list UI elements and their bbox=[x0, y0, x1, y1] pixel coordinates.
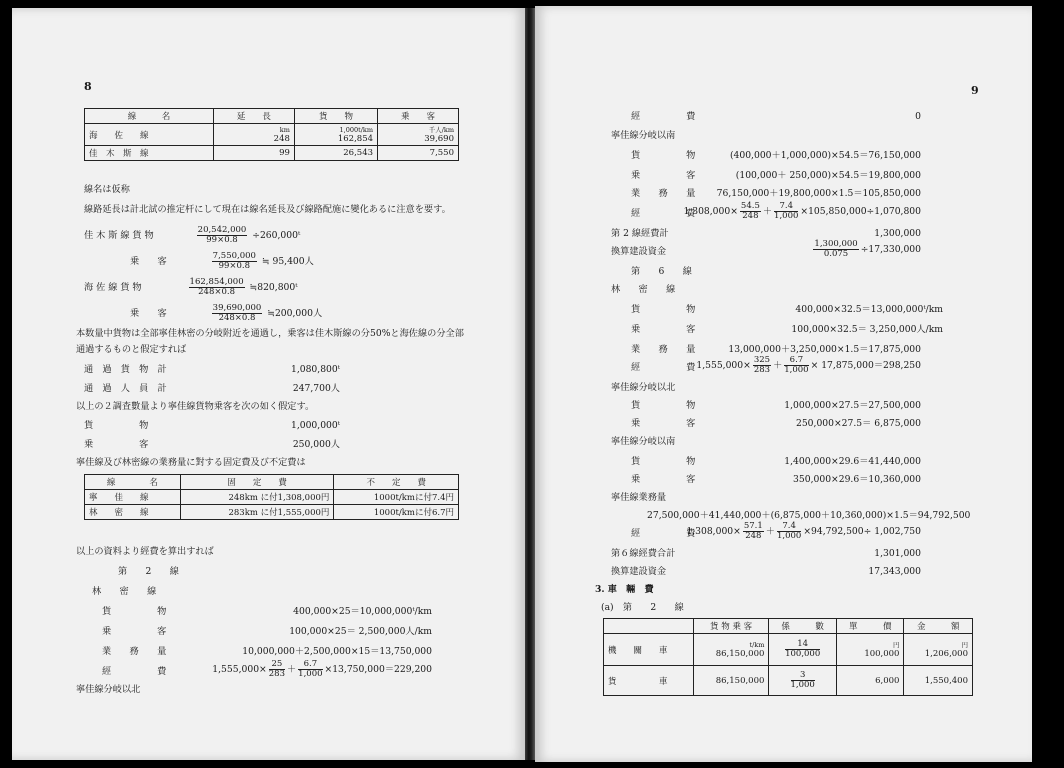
col-coefficient: 係 數 bbox=[769, 619, 837, 634]
fraction bbox=[743, 522, 764, 541]
row-label: 通 過 人 員 計 bbox=[84, 383, 167, 394]
cell: 248km に付1,308,000円 bbox=[180, 490, 334, 505]
right-page bbox=[535, 6, 1032, 762]
fraction bbox=[791, 671, 815, 690]
cell-value: 100,000 bbox=[864, 649, 900, 659]
denominator: 99×0.8 bbox=[206, 235, 238, 245]
section-heading: 第 2 線 bbox=[118, 566, 179, 577]
row-value: (100,000＋ 250,000)×54.5＝19,800,000 bbox=[735, 170, 921, 181]
cell bbox=[693, 634, 769, 666]
row-label: 貨 物 bbox=[631, 304, 696, 315]
numerator: 7.4 bbox=[774, 202, 798, 212]
cell bbox=[294, 124, 377, 146]
calc-row bbox=[611, 548, 921, 560]
page-number: 9 bbox=[971, 84, 979, 97]
calc-label: 乗 客 bbox=[130, 308, 167, 319]
calc-result: ≒200,000人 bbox=[267, 308, 323, 319]
expr-part: ＋ bbox=[765, 526, 775, 537]
sum-row bbox=[84, 420, 340, 432]
cell: 1000t/kmに付7.4円 bbox=[334, 490, 459, 505]
table-row bbox=[604, 634, 973, 666]
calc-label: 佳 木 斯 線 貨 物 bbox=[84, 230, 154, 241]
row-value: 76,150,000＋19,800,000×1.5＝105,850,000 bbox=[716, 188, 921, 199]
note-line: 線名は仮称 bbox=[84, 184, 130, 195]
cell bbox=[378, 124, 459, 146]
numerator: 6.7 bbox=[298, 660, 322, 670]
calc-row bbox=[631, 188, 921, 200]
section-heading: 寧佳線分岐以北 bbox=[76, 684, 141, 695]
row-label: 乗 客 bbox=[631, 170, 696, 181]
denominator: 1,000 bbox=[298, 669, 323, 679]
row-label: 通 過 貨 物 計 bbox=[84, 364, 167, 375]
denominator: 248 bbox=[742, 211, 759, 221]
row-label: 業 務 量 bbox=[631, 188, 696, 199]
sum-row bbox=[84, 364, 340, 376]
row-label: 換算建設資金 bbox=[611, 246, 667, 257]
col-item bbox=[604, 619, 694, 634]
cell: 6,000 bbox=[836, 666, 904, 696]
denominator: 99×0.8 bbox=[218, 261, 251, 271]
row-value: 400,000×32.5＝13,000,000ᵗ/km bbox=[795, 304, 943, 315]
col-amount: 金 額 bbox=[904, 619, 973, 634]
paragraph: 以上の２調査數量より寧佳線貨物乗客を次の如く假定す。 bbox=[76, 401, 315, 412]
row-value: 250,000×27.5＝ 6,875,000 bbox=[795, 418, 921, 429]
row-value: 350,000×29.6＝10,360,000 bbox=[793, 474, 921, 485]
numerator: 14 bbox=[785, 640, 820, 650]
cell-value: 248 bbox=[273, 133, 290, 144]
cell: 機 關 車 bbox=[604, 634, 694, 666]
unit-label: 千人/km bbox=[428, 126, 454, 134]
col-passenger: 乗 客 bbox=[378, 109, 459, 124]
section-heading: 寧佳線分岐以南 bbox=[611, 130, 676, 141]
sum-row bbox=[84, 439, 340, 451]
denominator: 1,000 bbox=[784, 365, 809, 375]
row-label: 乗 客 bbox=[631, 418, 696, 429]
row-value: 0 bbox=[915, 111, 921, 122]
row-label: 換算建設資金 bbox=[611, 566, 667, 577]
row-value: 100,000×25＝ 2,500,000人/km bbox=[289, 626, 432, 637]
expr-part: ×94,792,500÷ 1,002,750 bbox=[803, 526, 921, 537]
calc-result: ≒ 95,400人 bbox=[261, 256, 314, 267]
numerator: 162,854,000 bbox=[189, 277, 244, 287]
col-length: 延 長 bbox=[213, 109, 294, 124]
row-value bbox=[811, 240, 921, 259]
expr-part: ×13,750,000＝229,200 bbox=[324, 664, 432, 675]
cell bbox=[836, 634, 904, 666]
row-label: 第 2 線經費計 bbox=[611, 228, 669, 239]
row-label: 業 務 量 bbox=[631, 344, 696, 355]
row-value: 1,000,000ᵗ bbox=[290, 420, 340, 431]
cell: 貨 車 bbox=[604, 666, 694, 696]
calc-label: 乗 客 bbox=[130, 256, 167, 267]
col-unit-price: 單 價 bbox=[836, 619, 904, 634]
fraction bbox=[740, 202, 761, 221]
fraction bbox=[298, 660, 322, 679]
cell bbox=[769, 634, 837, 666]
col-route: 線 名 bbox=[85, 475, 181, 490]
col-freight-passenger: 貨 物 乗 客 bbox=[693, 619, 769, 634]
row-label: 乗 客 bbox=[631, 474, 696, 485]
row-value: 1,400,000×29.6＝41,440,000 bbox=[784, 456, 921, 467]
denominator: 248×0.8 bbox=[218, 313, 256, 323]
unit-label: t/km bbox=[749, 640, 765, 649]
cell: 佳 木 斯 線 bbox=[85, 146, 214, 161]
calc-row bbox=[631, 456, 921, 468]
row-label: 經 費 bbox=[102, 666, 167, 677]
calc-row bbox=[631, 304, 943, 316]
calc-row bbox=[102, 606, 432, 618]
numerator: 6.7 bbox=[784, 356, 808, 366]
table-header-row bbox=[85, 475, 459, 490]
row-value: 1,000,000×27.5＝27,500,000 bbox=[784, 400, 921, 411]
calc-row bbox=[130, 304, 322, 323]
calc-row bbox=[631, 111, 921, 123]
calc-row bbox=[611, 566, 921, 578]
section-heading: 3. 車 輛 費 bbox=[595, 584, 654, 595]
cell bbox=[769, 666, 837, 696]
section-heading: 寧佳線分岐以北 bbox=[611, 382, 676, 393]
expr-part: ＋ bbox=[773, 360, 783, 371]
table-row bbox=[85, 146, 459, 161]
calc-row bbox=[130, 252, 314, 271]
calc-row bbox=[631, 522, 921, 546]
calc-row bbox=[102, 646, 432, 658]
col-variable-cost: 不 定 費 bbox=[334, 475, 459, 490]
unit-label: 円 bbox=[961, 641, 968, 649]
paragraph: 以上の資料より經費を算出すれば bbox=[76, 546, 214, 557]
calc-row bbox=[631, 202, 921, 226]
numerator: 39,690,000 bbox=[212, 303, 262, 313]
expr-part: 1,308,000× bbox=[686, 526, 741, 537]
row-value bbox=[683, 202, 921, 221]
expr-part: 1,555,000× bbox=[696, 360, 751, 371]
section-heading: 第 6 線 bbox=[631, 266, 692, 277]
section-heading: 林 密 線 bbox=[92, 586, 157, 597]
calc-row bbox=[631, 170, 921, 182]
calc-row bbox=[84, 278, 298, 297]
denominator: 283 bbox=[268, 669, 285, 679]
row-value: 10,000,000＋2,500,000×15＝13,750,000 bbox=[242, 646, 432, 657]
paragraph: 寧佳線及び林密線の業務量に對する固定費及び不定費は bbox=[76, 457, 306, 468]
calc-label: 海 佐 線 貨 物 bbox=[84, 282, 142, 293]
row-label: 乗 客 bbox=[102, 626, 167, 637]
fraction bbox=[189, 278, 245, 297]
paragraph: 本数量中貨物は全部寧佳林密の分岐附近を通過し，乗客は佳木斯線の分50%と海佐線の分全部 bbox=[76, 328, 464, 339]
fraction bbox=[269, 660, 285, 679]
section-heading: 寧佳線業務量 bbox=[611, 492, 667, 503]
table-header-row bbox=[604, 619, 973, 634]
calc-result: ≒820,800ᵗ bbox=[249, 282, 298, 293]
fraction bbox=[777, 522, 801, 541]
row-value bbox=[686, 522, 921, 541]
cell-value: 162,854 bbox=[337, 133, 374, 144]
numerator: 25 bbox=[269, 660, 285, 670]
expr-part: ＋ bbox=[286, 664, 297, 675]
calc-row bbox=[631, 418, 921, 430]
cell: 1,550,400 bbox=[904, 666, 973, 696]
calc-row bbox=[611, 228, 921, 240]
numerator: 7.4 bbox=[777, 522, 801, 532]
denominator: 1,000 bbox=[776, 531, 802, 541]
row-value: 250,000人 bbox=[292, 439, 340, 450]
cell: 林 密 線 bbox=[85, 505, 181, 520]
cell: 寧 佳 線 bbox=[85, 490, 181, 505]
cost-table bbox=[84, 474, 459, 520]
paragraph: 線路延長は計北試の推定杆にして現在は線名延長及び線路配施に變化あるに注意を要す。 bbox=[84, 204, 451, 215]
paragraph: 通過するものと假定すれば bbox=[76, 344, 187, 355]
table-row bbox=[85, 505, 459, 520]
fraction bbox=[753, 356, 771, 375]
calc-row bbox=[631, 324, 943, 336]
col-route: 線 名 bbox=[85, 109, 214, 124]
denominator: 248 bbox=[745, 531, 762, 541]
row-label: 經 費 bbox=[631, 208, 696, 219]
calc-result: ÷260,000ᵗ bbox=[252, 230, 301, 241]
unit-label: km bbox=[279, 125, 290, 134]
denominator: 248×0.8 bbox=[198, 287, 236, 297]
row-label: 貨 物 bbox=[631, 400, 696, 411]
cell-value: 86,150,000 bbox=[715, 648, 765, 659]
section-heading: 寧佳線分岐以南 bbox=[611, 436, 676, 447]
page-number: 8 bbox=[84, 80, 92, 93]
section-heading: (a) 第 2 線 bbox=[601, 602, 684, 613]
row-label: 貨 物 bbox=[84, 420, 149, 431]
expr-part: × 17,875,000＝298,250 bbox=[810, 360, 921, 371]
row-label: 乗 客 bbox=[631, 324, 696, 335]
cell-value: 1,206,000 bbox=[924, 649, 968, 659]
numerator: 325 bbox=[753, 355, 771, 365]
calc-row bbox=[631, 150, 921, 162]
fraction bbox=[212, 252, 257, 271]
denominator: 283 bbox=[753, 365, 771, 375]
cell: 283km に付1,555,000円 bbox=[180, 505, 334, 520]
table-row bbox=[85, 124, 459, 146]
row-label: 第６線經費合計 bbox=[611, 548, 676, 559]
cell: 1000t/kmに付6.7円 bbox=[334, 505, 459, 520]
calc-row bbox=[631, 356, 921, 380]
calc-row bbox=[631, 400, 921, 412]
numerator: 54.5 bbox=[740, 201, 760, 211]
calc-expression: 27,500,000＋41,440,000＋(6,875,000＋10,360,000)×1.5＝94,792,500 bbox=[647, 510, 971, 521]
row-label: 經 費 bbox=[631, 111, 696, 122]
table-row bbox=[604, 666, 973, 696]
expr-part: 1,308,000× bbox=[683, 206, 738, 217]
sum-row bbox=[84, 383, 340, 395]
row-label: 業 務 量 bbox=[102, 646, 167, 657]
denominator: 1,000 bbox=[790, 680, 815, 690]
denominator: 0.075 bbox=[823, 249, 849, 259]
calc-row bbox=[102, 660, 432, 684]
numerator: 7,550,000 bbox=[212, 251, 256, 261]
fraction bbox=[813, 240, 858, 259]
expr-part: ÷17,330,000 bbox=[860, 244, 921, 255]
fraction bbox=[212, 304, 263, 323]
numerator: 1,300,000 bbox=[814, 239, 858, 249]
row-label: 貨 物 bbox=[102, 606, 167, 617]
calc-row bbox=[611, 240, 921, 264]
numerator: 3 bbox=[791, 671, 815, 681]
numerator: 57.1 bbox=[743, 521, 763, 531]
row-label: 經 費 bbox=[631, 528, 696, 539]
expr-part: ×105,850,000÷1,070,800 bbox=[800, 206, 921, 217]
row-label: 貨 物 bbox=[631, 456, 696, 467]
col-fixed-cost: 固 定 費 bbox=[180, 475, 334, 490]
row-value: 1,080,800ᵗ bbox=[290, 364, 340, 375]
row-label: 經 費 bbox=[631, 362, 696, 373]
calc-row bbox=[102, 626, 432, 638]
expr-part: ＋ bbox=[762, 206, 773, 217]
table-row bbox=[85, 490, 459, 505]
cell: 86,150,000 bbox=[693, 666, 769, 696]
left-page bbox=[12, 8, 525, 760]
row-label: 貨 物 bbox=[631, 150, 696, 161]
row-value: 247,700人 bbox=[292, 383, 340, 394]
unit-label: 1,000t/km bbox=[339, 125, 374, 134]
expr-part: 1,555,000× bbox=[212, 664, 267, 675]
row-value: 400,000×25＝10,000,000ᵗ/km bbox=[293, 606, 432, 617]
row-value: 1,301,000 bbox=[874, 548, 921, 559]
calc-row bbox=[631, 474, 921, 486]
cell: 7,550 bbox=[378, 146, 459, 161]
cell: 99 bbox=[213, 146, 294, 161]
fraction bbox=[784, 356, 808, 375]
row-value: 100,000×32.5＝ 3,250,000人/km bbox=[791, 324, 943, 335]
calc-row bbox=[84, 226, 300, 245]
unit-label: 円 bbox=[892, 641, 900, 649]
table-header-row bbox=[85, 109, 459, 124]
cell: 海 佐 線 bbox=[85, 124, 214, 146]
denominator: 1,000 bbox=[774, 211, 799, 221]
col-freight: 貨 物 bbox=[294, 109, 377, 124]
row-value: 13,000,000＋3,250,000×1.5＝17,875,000 bbox=[728, 344, 921, 355]
fraction bbox=[197, 226, 248, 245]
row-value bbox=[696, 356, 921, 375]
row-value: 17,343,000 bbox=[868, 566, 921, 577]
row-value bbox=[212, 660, 432, 679]
route-table bbox=[84, 108, 459, 161]
denominator: 100,000 bbox=[785, 649, 821, 659]
cell: 26,543 bbox=[294, 146, 377, 161]
vehicle-cost-table bbox=[603, 618, 973, 696]
row-label: 乗 客 bbox=[84, 439, 149, 450]
numerator: 20,542,000 bbox=[197, 225, 247, 235]
calc-row bbox=[631, 344, 921, 356]
cell bbox=[904, 634, 973, 666]
cell bbox=[213, 124, 294, 146]
fraction bbox=[785, 640, 820, 659]
row-value: 1,300,000 bbox=[874, 228, 921, 239]
cell-value: 39,690 bbox=[424, 134, 454, 144]
row-value: (400,000＋1,000,000)×54.5＝76,150,000 bbox=[729, 150, 921, 161]
fraction bbox=[774, 202, 798, 221]
section-heading: 林 密 線 bbox=[611, 284, 676, 295]
